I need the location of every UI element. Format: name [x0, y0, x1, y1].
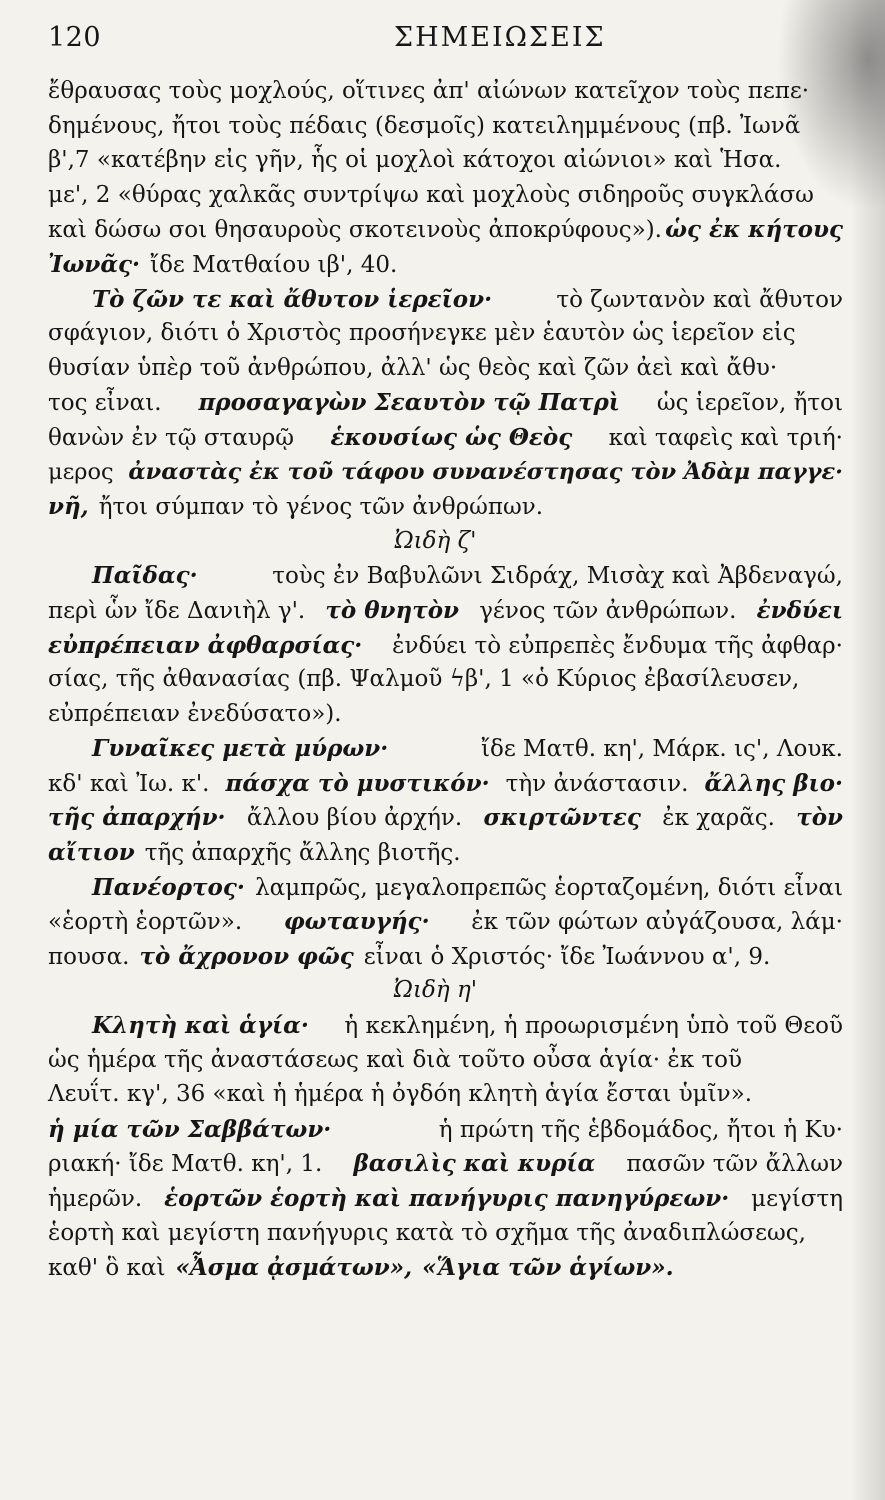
text-line: ἡμερῶν. ἑορτῶν ἑορτὴ καὶ πανήγυρις πανηγύρεων· μεγίστη — [48, 1185, 843, 1212]
section-heading: Ὠιδὴ η' — [393, 977, 478, 1004]
text-line: Λευΐτ. κγ', 36 «καὶ ἡ ἡμέρα ἡ ὀγδόη κλητὴ ἁγία ἔσται ὑμῖν». — [48, 1081, 753, 1108]
section-heading: Ὠιδὴ ζ' — [394, 527, 477, 554]
text-line: ὡς ἡμέρα τῆς ἀναστάσεως καὶ διὰ τοῦτο οὖσα ἁγία· ἐκ τοῦ — [48, 1046, 742, 1073]
text-line: μερος ἀναστὰς ἐκ τοῦ τάφου συνανέστησας τὸν Ἀδὰμ παγγε· — [48, 458, 843, 485]
text-line: δημένους, ἤτοι τοὺς πέδαις (δεσμοῖς) κατειλημμένους (πβ. Ἰωνᾶ — [48, 112, 801, 139]
text-line: ἡ μία τῶν Σαββάτων· ἡ πρώτη τῆς ἑβδομάδος, ἤτοι ἡ Κυ· — [48, 1115, 843, 1143]
text-line: Παῖδας· τοὺς ἐν Βαβυλῶνι Σιδράχ, Μισὰχ καὶ Ἀβδεναγώ, — [92, 562, 843, 590]
page-number: 120 — [48, 22, 102, 53]
text-line: τῆς ἀπαρχήν· ἄλλου βίου ἀρχήν. σκιρτῶντες ἐκ χαρᾶς. τὸν — [48, 804, 843, 832]
text-line: Γυναῖκες μετὰ μύρων· ἴδε Ματθ. κη', Μάρκ. ις', Λουκ. — [92, 735, 843, 763]
text-line: θανὼν ἐν τῷ σταυρῷ ἑκουσίως ὡς Θεὸς καὶ ταφεὶς καὶ τριή· — [48, 423, 843, 451]
text-line: εὐπρέπειαν ἀφθαρσίας· ἐνδύει τὸ εὐπρεπὲς ἔνδυμα τῆς ἀφθαρ· — [48, 631, 843, 659]
text-line: β',7 «κατέβην εἰς γῆν, ἧς οἱ μοχλοὶ κάτοχοι αἰώνιοι» καὶ Ἡσα. — [48, 147, 782, 174]
text-line: «ἑορτὴ ἑορτῶν». φωταυγής· ἐκ τῶν φώτων αὐγάζουσα, λάμ· — [48, 908, 843, 936]
text-line: εὐπρέπειαν ἐνεδύσατο»). — [48, 700, 342, 727]
text-line: καθ' ὃ καὶ «Ἆσμα ᾀσμάτων», «Ἅγια τῶν ἁγίων». — [48, 1254, 674, 1282]
text-line: αἴτιον τῆς ἀπαρχῆς ἄλλης βιοτῆς. — [48, 839, 461, 867]
running-title: ΣΗΜΕΙΩΣΕΙΣ — [394, 22, 606, 53]
text-line: περὶ ὧν ἴδε Δανιὴλ γ'. τὸ θνητὸν γένος τῶν ἀνθρώπων. ἐνδύει — [48, 596, 843, 624]
text-line: Πανέορτος· λαμπρῶς, μεγαλοπρεπῶς ἑορταζομένη, διότι εἶναι — [92, 873, 843, 901]
text-line: καὶ δώσω σοι θησαυροὺς σκοτεινοὺς ἀποκρύφους»). ὡς ἐκ κήτους — [48, 216, 843, 244]
text-line: σφάγιον, διότι ὁ Χριστὸς προσήνεγκε μὲν ἑαυτὸν ὡς ἱερεῖον εἰς — [48, 320, 796, 347]
commentary-text — [48, 78, 843, 1289]
text-line: ἑορτὴ καὶ μεγίστη πανήγυρις κατὰ τὸ σχῆμα τῆς ἀναδιπλώσεως, — [48, 1219, 806, 1246]
page-header — [48, 22, 838, 62]
text-line: ἔθραυσας τοὺς μοχλούς, οἵτινες ἀπ' αἰώνων κατεῖχον τοὺς πεπε· — [48, 78, 810, 104]
text-line: κδ' καὶ Ἰω. κ'. πάσχα τὸ μυστικόν· τὴν ἀνάστασιν. ἄλλης βιο· — [48, 769, 843, 797]
text-line: σίας, τῆς ἀθανασίας (πβ. Ψαλμοῦ ϟβ', 1 «ὁ Κύριος ἐβασίλευσεν, — [48, 666, 800, 693]
text-line: Κλητὴ καὶ ἁγία· ἡ κεκλημένη, ἡ προωρισμένη ὑπὸ τοῦ Θεοῦ — [92, 1012, 843, 1040]
text-line: Ἰωνᾶς· ἴδε Ματθαίου ιβ', 40. — [48, 250, 398, 278]
text-line: τος εἶναι. προσαγαγὼν Σεαυτὸν τῷ Πατρὶ ὡς ἱερεῖον, ἤτοι — [48, 389, 843, 417]
text-line: θυσίαν ὑπὲρ τοῦ ἀνθρώπου, ἀλλ' ὡς θεὸς καὶ ζῶν ἀεὶ καὶ ἄθυ· — [48, 354, 778, 381]
text-line: νῆ, ἤτοι σύμπαν τὸ γένος τῶν ἀνθρώπων. — [48, 493, 544, 521]
text-line: Τὸ ζῶν τε καὶ ἄθυτον ἱερεῖον· τὸ ζωντανὸν καὶ ἄθυτον — [92, 285, 843, 313]
text-line: με', 2 «θύρας χαλκᾶς συντρίψω καὶ μοχλοὺς σιδηροῦς συγκλάσω — [48, 181, 814, 208]
text-line: πουσα. τὸ ἄχρονον φῶς εἶναι ὁ Χριστός· ἴδε Ἰωάννου α', 9. — [48, 942, 771, 970]
text-line: ριακή· ἴδε Ματθ. κη', 1. βασιλὶς καὶ κυρία πασῶν τῶν ἄλλων — [48, 1150, 843, 1178]
